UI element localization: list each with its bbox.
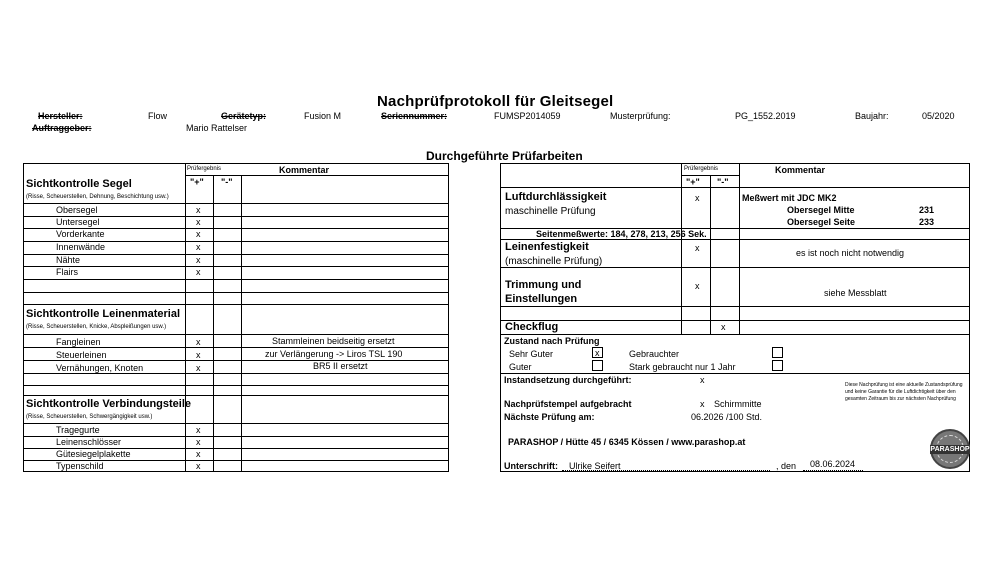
- leinen-comment: es ist noch nicht notwendig: [796, 248, 905, 258]
- geraetetyp-label: Gerätetyp:: [221, 111, 267, 121]
- s1-subtitle: (Risse, Scheuerstellen, Dehnung, Beschichtung usw.): [26, 194, 169, 200]
- s3-row-mark: x: [196, 425, 201, 435]
- s1-row-label: Flairs: [56, 267, 78, 277]
- s2-subtitle: (Risse, Scheuerstellen, Knicke, Abspleißungen usw.): [26, 324, 167, 330]
- luft-comment-2-label: Obersegel Mitte: [787, 205, 855, 215]
- luft-subtitle: maschinelle Prüfung: [505, 206, 596, 217]
- naechste-value: 06.2026 /100 Std.: [691, 412, 763, 422]
- s1-row-mark: x: [196, 205, 201, 215]
- right-plus-label: "+": [686, 177, 700, 187]
- s3-row-label: Typenschild: [56, 461, 104, 471]
- s3-row-mark: x: [196, 449, 201, 459]
- gebrauchter-label: Gebrauchter: [629, 349, 680, 359]
- zustand-title: Zustand nach Prüfung: [504, 336, 600, 346]
- luft-comment-2-value: 231: [919, 205, 935, 215]
- address: PARASHOP / Hütte 45 / 6345 Kössen / www.parashop.at: [508, 437, 746, 447]
- luft-comment-1: Meßwert mit JDC MK2: [742, 193, 837, 203]
- s1-title: Sichtkontrolle Segel: [26, 178, 132, 190]
- s3-row-mark: x: [196, 461, 201, 471]
- sehr-guter-label: Sehr Guter: [509, 349, 554, 359]
- trimm-mark: x: [695, 281, 700, 291]
- musterpruefung-label: Musterprüfung:: [610, 111, 671, 121]
- s3-row-label: Gütesiegelplakette: [56, 449, 131, 459]
- hersteller-label: Hersteller:: [38, 111, 83, 121]
- baujahr-label: Baujahr:: [855, 111, 889, 121]
- s2-row-label: Steuerleinen: [56, 350, 107, 360]
- auftraggeber-value: Mario Rattelser: [186, 123, 248, 133]
- s1-row-label: Obersegel: [56, 205, 98, 215]
- auftraggeber-label: Auftraggeber:: [32, 123, 92, 133]
- hersteller-value: Flow: [148, 111, 168, 121]
- musterpruefung-value: PG_1552.2019: [735, 111, 796, 121]
- s1-row-label: Innenwände: [56, 242, 106, 252]
- right-minus-label: "-": [717, 177, 729, 187]
- luft-title: Luftdurchlässigkeit: [505, 191, 607, 203]
- datum-value: 08.06.2024: [810, 459, 856, 469]
- right-pruefergebnis-label: Prüfergebnis: [684, 166, 719, 172]
- s3-subtitle: (Risse, Scheuerstellen, Schwergängigkeit usw.): [26, 414, 153, 420]
- s3-row-mark: x: [196, 437, 201, 447]
- s1-row-mark: x: [196, 229, 201, 239]
- s2-row-label: Vernähungen, Knoten: [56, 363, 144, 373]
- seitenmesswerte: Seitenmeßwerte: 184, 278, 213, 256 Sek.: [536, 229, 707, 239]
- seriennummer-label: Seriennummer:: [381, 111, 448, 121]
- stempel-mark: x: [700, 399, 705, 409]
- unterschrift-label: Unterschrift:: [504, 461, 559, 471]
- instand-label: Instandsetzung durchgeführt:: [504, 375, 632, 385]
- sehr-guter-mark: x: [595, 348, 600, 358]
- trimm-title-2: Einstellungen: [505, 293, 578, 305]
- s2-row-comment: BR5 II ersetzt: [313, 361, 368, 371]
- baujahr-value: 05/2020: [922, 111, 955, 121]
- luft-comment-3-value: 233: [919, 217, 935, 227]
- s2-row-mark: x: [196, 363, 201, 373]
- s1-row-mark: x: [196, 217, 201, 227]
- seriennummer-value: FUMSP2014059: [494, 111, 561, 121]
- trimm-comment: siehe Messblatt: [824, 288, 887, 298]
- check-title: Checkflug: [505, 321, 559, 333]
- leinen-title: Leinenfestigkeit: [505, 241, 589, 253]
- check-mark: x: [721, 322, 726, 332]
- s1-row-mark: x: [196, 242, 201, 252]
- s1-row-label: Untersegel: [56, 217, 100, 227]
- left-plus-label: "+": [190, 177, 204, 187]
- disclaimer-text: Diese Nachprüfung ist eine aktuelle Zustandsprüfung und keine Garantie für die Luftdichtigkeit über den gesamten Zeitraum bis zur nächsten Nachprüfung: [845, 382, 963, 402]
- unterschrift-name: Ulrike Seifert: [569, 461, 621, 471]
- guter-label: Guter: [509, 362, 532, 372]
- seal-text: PARASHOP: [930, 446, 970, 453]
- stark-label: Stark gebraucht nur 1 Jahr: [629, 362, 736, 372]
- geraetetyp-value: Fusion M: [304, 111, 342, 121]
- s2-row-comment: zur Verlängerung -> Liros TSL 190: [265, 349, 403, 359]
- right-kommentar-label: Kommentar: [775, 165, 826, 175]
- leinen-subtitle: (maschinelle Prüfung): [505, 256, 603, 267]
- luft-mark: x: [695, 193, 700, 203]
- den-label: , den: [776, 461, 797, 471]
- s3-row-label: Tragegurte: [56, 425, 100, 435]
- s3-title: Sichtkontrolle Verbindungsteile: [26, 398, 192, 410]
- guter-checkbox: [592, 360, 603, 371]
- s2-title: Sichtkontrolle Leinenmaterial: [26, 308, 181, 320]
- s2-row-mark: x: [196, 337, 201, 347]
- s2-row-mark: x: [196, 350, 201, 360]
- section-title: Durchgeführte Prüfarbeiten: [426, 149, 583, 163]
- left-pruefergebnis-label: Prüfergebnis: [187, 166, 222, 172]
- s1-row-mark: x: [196, 267, 201, 277]
- gebrauchter-checkbox: [772, 347, 783, 358]
- stempel-value: Schirmmitte: [714, 399, 762, 409]
- page-title: Nachprüfprotokoll für Gleitsegel: [377, 93, 614, 110]
- parashop-seal-logo: [930, 429, 970, 469]
- naechste-label: Nächste Prüfung am:: [504, 412, 595, 422]
- s2-row-comment: Stammleinen beidseitig ersetzt: [272, 336, 395, 346]
- s1-row-mark: x: [196, 255, 201, 265]
- trimm-title-1: Trimmung und: [505, 279, 582, 291]
- s1-row-label: Vorderkante: [56, 229, 105, 239]
- left-minus-label: "-": [221, 177, 233, 187]
- instand-mark: x: [700, 375, 705, 385]
- left-kommentar-label: Kommentar: [279, 165, 330, 175]
- leinen-mark: x: [695, 243, 700, 253]
- s1-row-label: Nähte: [56, 255, 81, 265]
- s2-row-label: Fangleinen: [56, 337, 101, 347]
- s3-row-label: Leinenschlösser: [56, 437, 122, 447]
- stark-checkbox: [772, 360, 783, 371]
- luft-comment-3-label: Obersegel Seite: [787, 217, 856, 227]
- stempel-label: Nachprüfstempel aufgebracht: [504, 399, 632, 409]
